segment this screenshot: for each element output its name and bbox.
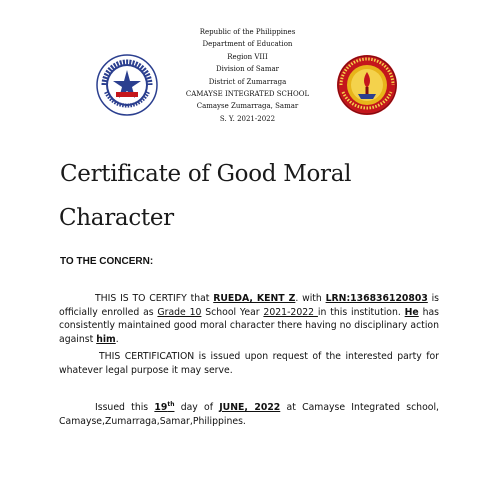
- header-line: Division of Samar: [216, 65, 279, 74]
- header-line: District of Zumarraga: [208, 77, 287, 86]
- student-lrn: LRN:136836120803: [325, 293, 428, 304]
- pronoun-he: He: [404, 306, 419, 318]
- header-line: Republic of the Philippines: [199, 28, 296, 36]
- title-line-2: Character: [59, 205, 174, 231]
- header-line: S. Y. 2021-2022: [219, 114, 276, 123]
- pronoun-him: him: [96, 333, 116, 345]
- grade-level: Grade 10: [157, 306, 202, 318]
- title-line-1: Certificate of Good Moral: [60, 161, 352, 187]
- deped-seal-icon: [96, 54, 158, 116]
- letterhead-text: [160, 26, 335, 125]
- school-year: 2021-2022: [263, 306, 318, 318]
- salutation: TO THE CONCERN:: [60, 256, 154, 267]
- letterhead: [0, 26, 495, 122]
- issue-month-year: JUNE, 2022: [219, 402, 281, 413]
- purpose-paragraph: THIS CERTIFICATION is issued upon request of the interested party for whatever legal purpose it may serve.: [59, 351, 439, 376]
- header-line: CAMAYSE INTEGRATED SCHOOL: [185, 90, 310, 99]
- issue-day: 19th: [154, 400, 175, 413]
- header-line: Camayse Zumarraga, Samar: [196, 102, 299, 111]
- student-name: RUEDA, KENT Z: [213, 293, 296, 304]
- header-line: Department of Education: [202, 40, 293, 49]
- division-seal-icon: [336, 54, 398, 116]
- certification-paragraph: THIS IS TO CERTIFY that RUEDA, KENT Z. with LRN:136836120803 is officially enrolled as Grade 10 School Year 2021-2022 in this institution. He has consistently maintained good moral character there having no disciplinary action against him.: [59, 293, 439, 345]
- certificate-title: [60, 152, 470, 240]
- issuance-paragraph: Issued this 19th day of JUNE, 2022 at Camayse Integrated school, Camayse,Zumarraga,Samar,Philippines.: [59, 400, 439, 427]
- header-line: Region VIII: [227, 52, 268, 61]
